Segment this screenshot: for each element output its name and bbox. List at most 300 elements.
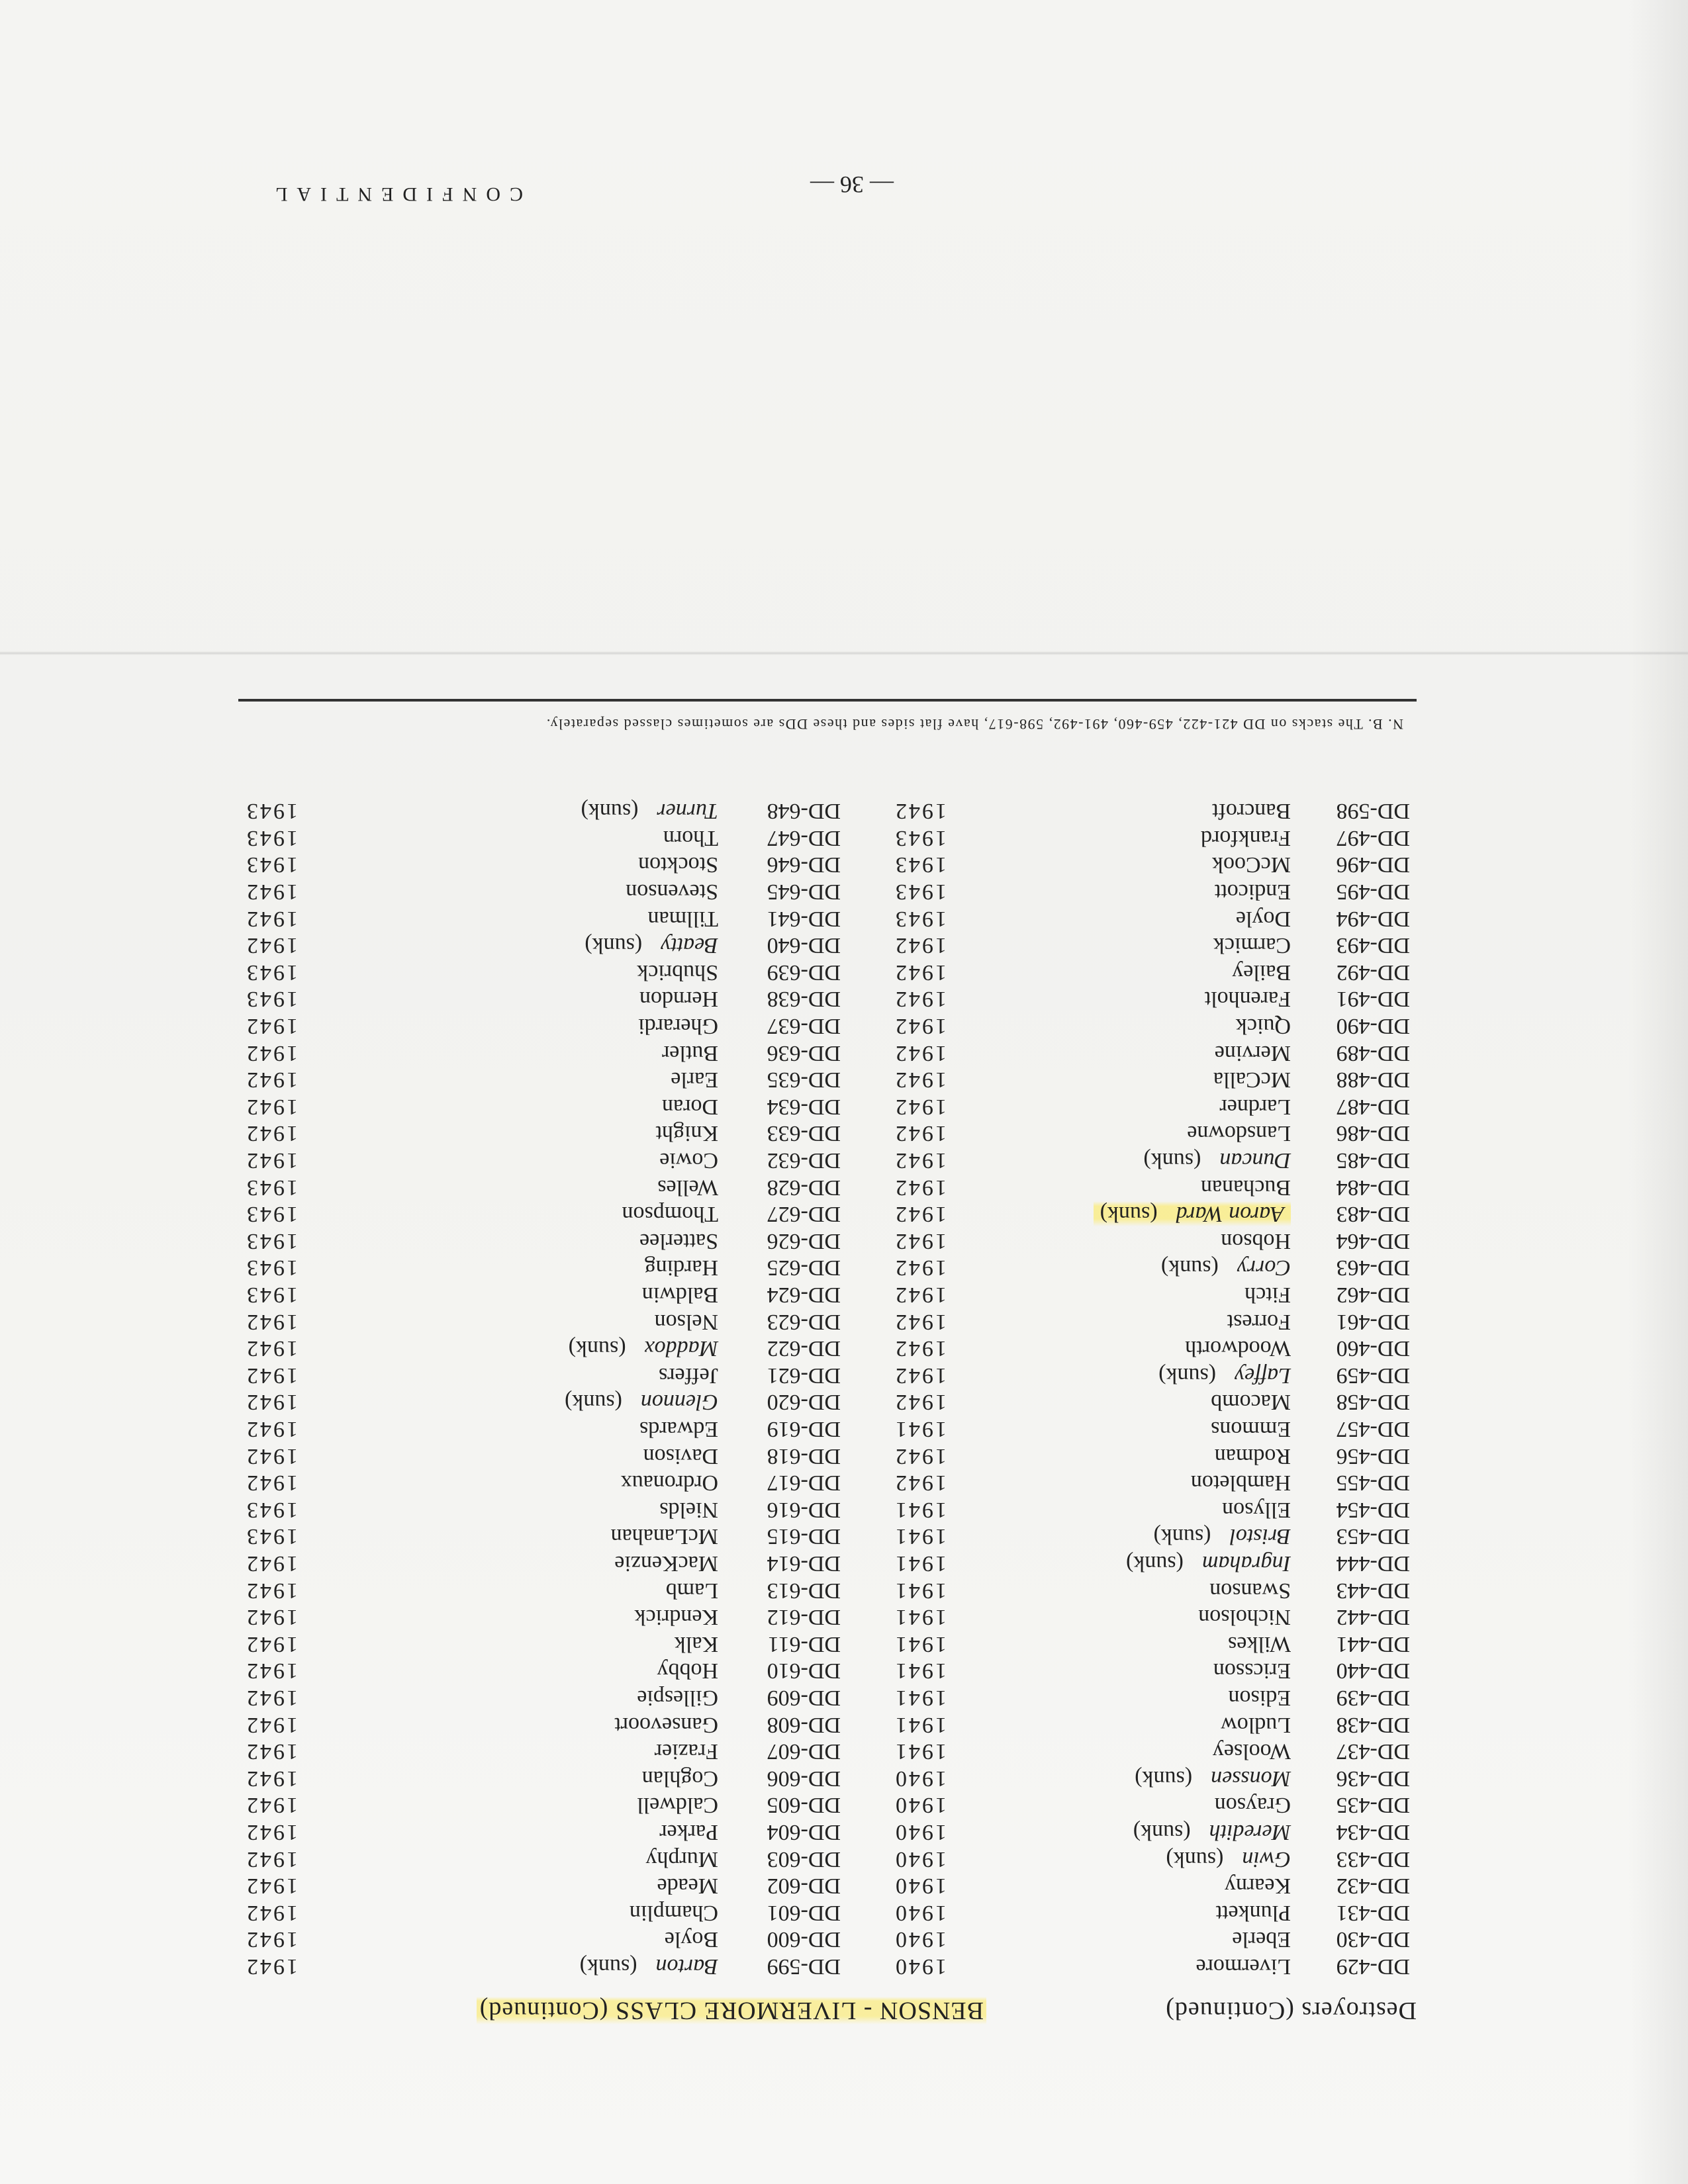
hull-number: DD-603 xyxy=(767,1846,841,1872)
commission-year: 1942 xyxy=(245,1954,298,1979)
table-row xyxy=(0,1281,1688,1307)
confidential-stamp: CONFIDENTIAL xyxy=(266,183,523,205)
ship-name-cell xyxy=(626,879,718,904)
table-row xyxy=(0,1657,1688,1683)
ship-name: Farenholt xyxy=(1204,987,1291,1012)
ship-name: Buchanan xyxy=(1201,1175,1291,1200)
hull-number: DD-434 xyxy=(1336,1820,1410,1844)
table-row xyxy=(0,1227,1688,1253)
commission-year: 1942 xyxy=(245,1712,298,1737)
hull-number: DD-454 xyxy=(1336,1497,1410,1522)
ship-name-cell xyxy=(1232,960,1291,985)
ship-name-cell xyxy=(634,1604,718,1629)
commission-year: 1942 xyxy=(245,1631,298,1657)
ship-name-cell xyxy=(665,1927,718,1952)
table-row xyxy=(0,1469,1688,1495)
ship-name-cell xyxy=(1216,1900,1291,1925)
ship-name-cell xyxy=(1161,1255,1291,1280)
hull-number: DD-491 xyxy=(1336,987,1410,1012)
ship-name: Emmons xyxy=(1211,1417,1291,1441)
ship-name: Gwin xyxy=(1242,1846,1291,1872)
hull-number: DD-615 xyxy=(767,1524,841,1549)
commission-year: 1942 xyxy=(245,1417,298,1441)
ship-name-cell xyxy=(1215,1443,1291,1469)
ship-name: Nields xyxy=(659,1497,718,1522)
hull-number: DD-624 xyxy=(767,1283,841,1307)
hull-number: DD-636 xyxy=(767,1040,841,1066)
commission-year: 1942 xyxy=(245,1443,298,1469)
hull-number: DD-604 xyxy=(767,1820,841,1844)
table-row xyxy=(0,1415,1688,1441)
hull-number: DD-435 xyxy=(1336,1793,1410,1818)
ship-name-cell xyxy=(1213,1739,1291,1764)
table-row xyxy=(0,1388,1688,1414)
hull-number: DD-602 xyxy=(767,1874,841,1899)
ship-name: Meade xyxy=(657,1874,718,1899)
hull-number: DD-489 xyxy=(1336,1040,1410,1066)
ship-name: McCook xyxy=(1212,852,1291,878)
ship-name-cell xyxy=(657,1658,718,1683)
table-row xyxy=(0,1576,1688,1603)
ship-name-cell xyxy=(1135,1766,1291,1791)
hull-number: DD-490 xyxy=(1336,1014,1410,1038)
ship-name: Woolsey xyxy=(1212,1739,1291,1764)
hull-number: DD-456 xyxy=(1336,1443,1410,1469)
sunk-label: (sunk) xyxy=(1126,1551,1184,1576)
commission-year: 1943 xyxy=(245,1202,298,1227)
hull-number: DD-464 xyxy=(1336,1228,1410,1253)
commission-year: 1942 xyxy=(894,1202,947,1227)
ship-name-cell xyxy=(565,1389,718,1414)
commission-year: 1942 xyxy=(245,1927,298,1952)
hull-number: DD-628 xyxy=(767,1175,841,1200)
ship-name-cell xyxy=(1221,1712,1291,1737)
commission-year: 1942 xyxy=(245,1040,298,1066)
commission-year: 1942 xyxy=(245,1551,298,1576)
commission-year: 1942 xyxy=(894,1363,947,1388)
ship-name: Swanson xyxy=(1209,1578,1291,1603)
commission-year: 1941 xyxy=(894,1605,947,1630)
commission-year: 1942 xyxy=(245,1471,298,1496)
table-row xyxy=(0,1952,1688,1979)
hull-number: DD-432 xyxy=(1336,1874,1410,1899)
commission-year: 1942 xyxy=(894,1471,947,1496)
ship-name: Frazier xyxy=(654,1739,718,1764)
commission-year: 1942 xyxy=(894,799,947,824)
ship-name-cell xyxy=(1158,1363,1291,1388)
commission-year: 1942 xyxy=(245,1605,298,1630)
ship-name: Corry xyxy=(1237,1255,1291,1281)
ship-name: Hobby xyxy=(657,1659,718,1684)
commission-year: 1940 xyxy=(894,1820,947,1844)
ship-name: Champlin xyxy=(629,1900,718,1925)
ship-name-cell xyxy=(1225,1873,1291,1898)
commission-year: 1942 xyxy=(894,1336,947,1361)
hull-number: DD-431 xyxy=(1336,1900,1410,1925)
hull-number: DD-492 xyxy=(1336,960,1410,985)
commission-year: 1942 xyxy=(894,1040,947,1066)
table-row xyxy=(0,905,1688,931)
sunk-label: (sunk) xyxy=(1100,1202,1158,1227)
ship-name-cell xyxy=(638,852,718,877)
commission-year: 1943 xyxy=(245,987,298,1012)
commission-year: 1941 xyxy=(894,1712,947,1737)
ship-name-cell xyxy=(1154,1524,1291,1549)
commission-year: 1942 xyxy=(245,1874,298,1899)
commission-year: 1942 xyxy=(894,1094,947,1119)
commission-year: 1943 xyxy=(245,852,298,878)
ship-name-cell xyxy=(1236,1013,1291,1038)
table-row xyxy=(0,1119,1688,1146)
hull-number: DD-486 xyxy=(1336,1121,1410,1146)
ship-name: Stockton xyxy=(638,852,718,878)
hull-number: DD-626 xyxy=(767,1228,841,1253)
ship-name-cell xyxy=(637,960,718,985)
commission-year: 1942 xyxy=(894,1121,947,1146)
commission-year: 1943 xyxy=(245,1228,298,1253)
ship-name-cell xyxy=(1213,933,1291,958)
commission-year: 1941 xyxy=(894,1524,947,1549)
ship-name-cell xyxy=(585,933,718,958)
ship-name: Gherardi xyxy=(638,1014,718,1038)
ship-name: Monssen xyxy=(1211,1766,1291,1791)
ship-name-cell xyxy=(621,1470,718,1495)
table-row xyxy=(0,1603,1688,1629)
table-row xyxy=(0,1764,1688,1791)
commission-year: 1942 xyxy=(894,1175,947,1200)
commission-year: 1943 xyxy=(245,799,298,824)
ship-name-cell xyxy=(580,1954,718,1979)
commission-year: 1942 xyxy=(245,1094,298,1119)
commission-year: 1942 xyxy=(245,1309,298,1334)
commission-year: 1942 xyxy=(245,1793,298,1818)
ship-name: Wilkes xyxy=(1228,1631,1291,1657)
ship-name-cell xyxy=(639,986,718,1011)
ship-name-cell xyxy=(648,906,718,931)
table-row xyxy=(0,1334,1688,1361)
ship-name-cell xyxy=(1211,1416,1291,1441)
hull-number: DD-460 xyxy=(1336,1336,1410,1361)
table-row xyxy=(0,1872,1688,1898)
commission-year: 1943 xyxy=(245,1524,298,1549)
table-row xyxy=(0,824,1688,850)
ship-name-cell xyxy=(638,1013,718,1038)
ship-name-cell xyxy=(659,1497,718,1522)
ship-name-cell xyxy=(639,1228,718,1253)
hull-number: DD-641 xyxy=(767,906,841,931)
hull-number: DD-429 xyxy=(1336,1954,1410,1979)
ship-name-cell xyxy=(1229,1685,1291,1710)
ship-name: Bristol xyxy=(1229,1524,1291,1549)
table-row xyxy=(0,1066,1688,1092)
ship-name: Rodman xyxy=(1214,1443,1291,1469)
hull-number: DD-463 xyxy=(1336,1255,1410,1281)
commission-year: 1943 xyxy=(245,1497,298,1522)
commission-year: 1942 xyxy=(245,1846,298,1872)
hull-number: DD-443 xyxy=(1336,1578,1410,1603)
ship-name-cell xyxy=(1244,1282,1291,1307)
sunk-label: (sunk) xyxy=(565,1390,622,1415)
ship-name-cell xyxy=(1094,1201,1291,1226)
ship-name-cell xyxy=(662,1094,718,1119)
ship-name-cell xyxy=(1222,1497,1291,1522)
commission-year: 1942 xyxy=(894,1443,947,1469)
commission-year: 1943 xyxy=(894,825,947,850)
table-row xyxy=(0,1496,1688,1522)
hull-number: DD-439 xyxy=(1336,1686,1410,1710)
ship-name: Frankford xyxy=(1201,825,1291,850)
ship-name-cell xyxy=(569,1336,718,1361)
hull-number: DD-437 xyxy=(1336,1739,1410,1764)
hull-number: DD-496 xyxy=(1336,852,1410,878)
table-row xyxy=(0,1308,1688,1334)
ship-name-cell xyxy=(671,1067,718,1092)
hull-number: DD-608 xyxy=(767,1712,841,1737)
ship-name: Doran xyxy=(662,1094,718,1119)
hull-number: DD-640 xyxy=(767,933,841,958)
ship-name: Quick xyxy=(1235,1014,1291,1038)
ship-name-cell xyxy=(1215,879,1291,904)
ship-name: Plunkett xyxy=(1215,1900,1291,1925)
table-row xyxy=(0,1630,1688,1657)
ship-name-cell xyxy=(639,1416,718,1441)
ship-name: Laffey xyxy=(1235,1363,1291,1388)
ship-name-cell xyxy=(581,798,718,823)
ship-name-cell xyxy=(1215,1792,1291,1817)
ship-name: Welles xyxy=(657,1175,718,1200)
ship-name: Meredith xyxy=(1209,1820,1291,1844)
hull-number: DD-598 xyxy=(1336,799,1410,824)
table-row xyxy=(0,931,1688,958)
ship-name: Ordronaux xyxy=(620,1471,718,1496)
commission-year: 1942 xyxy=(245,1363,298,1388)
commission-year: 1942 xyxy=(245,880,298,904)
ship-name: Duncan xyxy=(1219,1148,1291,1173)
ship-name-cell xyxy=(1227,1309,1291,1334)
sunk-label: (sunk) xyxy=(568,1336,626,1361)
ship-name: Hambleton xyxy=(1190,1471,1291,1496)
ship-name-cell xyxy=(663,825,718,850)
commission-year: 1941 xyxy=(894,1551,947,1576)
hull-number: DD-637 xyxy=(767,1014,841,1038)
table-row xyxy=(0,1253,1688,1280)
hull-number: DD-612 xyxy=(767,1605,841,1630)
commission-year: 1942 xyxy=(894,1309,947,1334)
hull-number: DD-619 xyxy=(767,1417,841,1441)
ship-name: Caldwell xyxy=(637,1793,718,1818)
hull-number: DD-638 xyxy=(767,987,841,1012)
commission-year: 1942 xyxy=(894,987,947,1012)
sunk-label: (sunk) xyxy=(585,933,643,958)
ship-name: Bancroft xyxy=(1212,799,1291,824)
hull-number: DD-493 xyxy=(1336,933,1410,958)
ship-name-cell xyxy=(645,1846,718,1872)
table-row xyxy=(0,1791,1688,1817)
hull-number: DD-484 xyxy=(1336,1175,1410,1200)
ship-name: Barton xyxy=(655,1954,718,1979)
ship-name: Endicott xyxy=(1214,880,1291,904)
ship-name: McLanahan xyxy=(610,1524,718,1549)
ship-name: Herndon xyxy=(639,987,718,1012)
table-row xyxy=(0,1522,1688,1549)
commission-year: 1941 xyxy=(894,1417,947,1441)
hull-number: DD-622 xyxy=(767,1336,841,1361)
ship-name-cell xyxy=(1201,825,1291,850)
ship-name-cell xyxy=(1228,1631,1291,1657)
table-row xyxy=(0,797,1688,823)
ship-name: McCalla xyxy=(1213,1068,1291,1093)
ship-name-cell xyxy=(1191,1470,1291,1495)
ship-name: Murphy xyxy=(645,1846,718,1872)
table-row xyxy=(0,1549,1688,1576)
ship-name: Livermore xyxy=(1196,1954,1291,1979)
ship-name: Ludlow xyxy=(1221,1712,1291,1737)
hull-number: DD-635 xyxy=(767,1068,841,1093)
commission-year: 1941 xyxy=(894,1497,947,1522)
commission-year: 1942 xyxy=(894,1255,947,1281)
ship-name: Grayson xyxy=(1214,1793,1291,1818)
ship-name-cell xyxy=(1196,1954,1291,1979)
hull-number: DD-462 xyxy=(1336,1283,1410,1307)
hull-number: DD-601 xyxy=(767,1900,841,1925)
hull-number: DD-485 xyxy=(1336,1148,1410,1173)
ship-name: Shubrick xyxy=(637,960,718,985)
hull-number: DD-614 xyxy=(767,1551,841,1576)
ship-name-cell xyxy=(642,1282,718,1307)
commission-year: 1942 xyxy=(894,1148,947,1173)
table-row xyxy=(0,1845,1688,1872)
commission-year: 1941 xyxy=(894,1578,947,1603)
commission-year: 1943 xyxy=(245,1255,298,1281)
table-row xyxy=(0,1039,1688,1066)
ship-name-cell xyxy=(1213,1658,1291,1683)
ship-name: Lamb xyxy=(665,1578,718,1603)
ship-name-cell xyxy=(645,1255,718,1280)
ship-name-cell xyxy=(1213,1067,1291,1092)
hull-number: DD-441 xyxy=(1336,1631,1410,1657)
ship-name-cell xyxy=(1201,1175,1291,1200)
hull-number: DD-599 xyxy=(767,1954,841,1979)
commission-year: 1943 xyxy=(245,825,298,850)
sunk-label: (sunk) xyxy=(1160,1255,1219,1281)
hull-number: DD-639 xyxy=(767,960,841,985)
ship-name: Tillman xyxy=(647,906,718,931)
ship-name-cell xyxy=(1232,1927,1291,1952)
ship-name: Harding xyxy=(644,1255,718,1281)
ship-name-cell xyxy=(657,1175,718,1200)
ship-name-cell xyxy=(666,1578,718,1603)
commission-year: 1942 xyxy=(894,1228,947,1253)
ship-name-cell xyxy=(1198,1604,1291,1629)
commission-year: 1943 xyxy=(894,852,947,878)
commission-year: 1943 xyxy=(894,880,947,904)
sunk-label: (sunk) xyxy=(1166,1846,1224,1872)
footnote: N. B. The stacks on DD 421-422, 459-460, 491-492, 598-617, have flat sides and these DDs are sometimes classed separately. xyxy=(545,716,1403,733)
commission-year: 1942 xyxy=(245,1900,298,1925)
commission-year: 1940 xyxy=(894,1874,947,1899)
table-row xyxy=(0,1012,1688,1038)
ship-name: Kearny xyxy=(1224,1874,1291,1899)
ship-name-cell xyxy=(659,1819,718,1844)
commission-year: 1942 xyxy=(245,933,298,958)
ship-name: Thorn xyxy=(663,825,718,850)
ship-name: Ingraham xyxy=(1201,1551,1291,1576)
commission-year: 1942 xyxy=(245,1766,298,1791)
hull-number: DD-495 xyxy=(1336,880,1410,904)
hull-number: DD-613 xyxy=(767,1578,841,1603)
commission-year: 1943 xyxy=(894,906,947,931)
hull-number: DD-459 xyxy=(1336,1363,1410,1388)
ship-name: Jeffers xyxy=(659,1363,718,1388)
sunk-label: (sunk) xyxy=(1158,1363,1217,1388)
table-row xyxy=(0,1899,1688,1925)
commission-year: 1942 xyxy=(894,960,947,985)
hull-number: DD-647 xyxy=(767,825,841,850)
ship-name-cell xyxy=(637,1685,718,1710)
hull-number: DD-457 xyxy=(1336,1417,1410,1441)
table-row xyxy=(0,1093,1688,1119)
commission-year: 1941 xyxy=(894,1659,947,1684)
hull-number: DD-621 xyxy=(767,1363,841,1388)
class-title xyxy=(477,1996,986,2025)
table-row xyxy=(0,850,1688,877)
ship-name: Nelson xyxy=(654,1309,718,1334)
ship-name-cell xyxy=(1133,1819,1291,1844)
ship-name: Baldwin xyxy=(641,1283,718,1307)
ship-name: Gansevoort xyxy=(614,1712,718,1737)
commission-year: 1942 xyxy=(894,933,947,958)
hull-number: DD-455 xyxy=(1336,1471,1410,1496)
ship-name-cell xyxy=(1205,986,1291,1011)
ship-name: Nicholson xyxy=(1198,1605,1291,1630)
hull-number: DD-605 xyxy=(767,1793,841,1818)
ship-name-cell xyxy=(1219,1094,1291,1119)
ship-name: Earle xyxy=(671,1068,718,1093)
table-row xyxy=(0,1173,1688,1200)
hull-number: DD-436 xyxy=(1336,1766,1410,1791)
commission-year: 1942 xyxy=(245,1739,298,1764)
ship-name-cell xyxy=(637,1792,718,1817)
ship-name: Eberle xyxy=(1232,1927,1291,1952)
ship-name: Edison xyxy=(1228,1686,1291,1710)
ship-name: Aaron Ward xyxy=(1176,1202,1284,1227)
hull-number: DD-645 xyxy=(767,880,841,904)
commission-year: 1942 xyxy=(245,1068,298,1093)
table-row xyxy=(0,878,1688,904)
commission-year: 1941 xyxy=(894,1686,947,1710)
horizontal-rule xyxy=(238,699,1417,702)
hull-number: DD-632 xyxy=(767,1148,841,1173)
commission-year: 1941 xyxy=(894,1631,947,1657)
ship-name: Beatty xyxy=(661,933,718,958)
class-title-text: BENSON - LIVERMORE CLASS (Continued) xyxy=(477,1997,986,2025)
ship-name: Parker xyxy=(659,1820,718,1844)
hull-number: DD-633 xyxy=(767,1121,841,1146)
ship-name: Knight xyxy=(655,1121,718,1146)
ship-name: Gillespie xyxy=(637,1686,718,1710)
hull-number: DD-487 xyxy=(1336,1094,1410,1119)
ship-name: Ericsson xyxy=(1213,1659,1291,1684)
ship-name: Stevenson xyxy=(626,880,718,904)
ship-name-cell xyxy=(1215,1040,1291,1066)
paper-fold-line xyxy=(0,651,1688,655)
section-heading: Destroyers (Continued) xyxy=(1165,1997,1417,2025)
hull-number: DD-442 xyxy=(1336,1605,1410,1630)
ship-name: Fitch xyxy=(1244,1283,1291,1307)
ship-name-cell xyxy=(630,1900,718,1925)
commission-year: 1942 xyxy=(245,1148,298,1173)
ship-name: Boyle xyxy=(664,1927,718,1952)
